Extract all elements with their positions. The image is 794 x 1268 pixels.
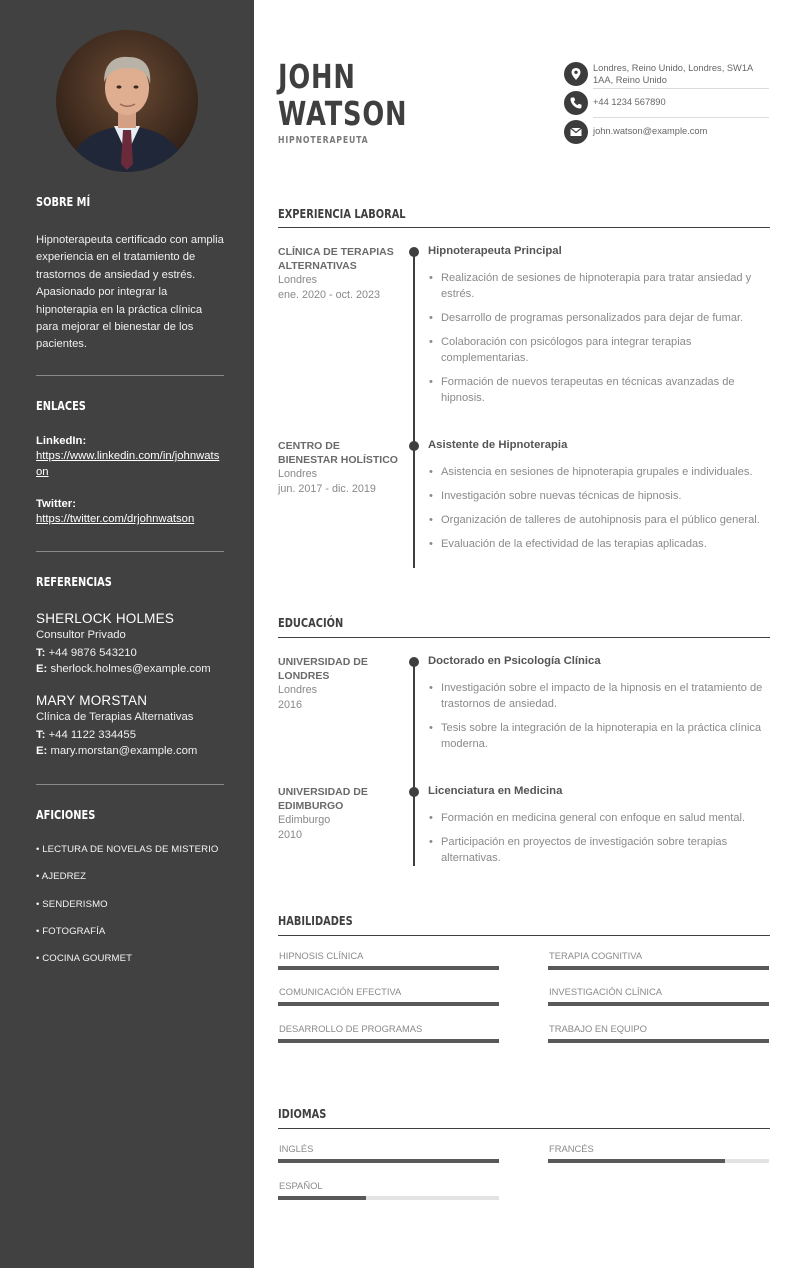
dates: 2016 [278, 698, 303, 711]
contact-divider [593, 88, 769, 89]
location: Londres [278, 274, 318, 286]
full-name [278, 58, 407, 132]
last-name: WATSON [278, 94, 408, 133]
hobby-item: • FOTOGRAFÍA [36, 926, 106, 937]
skill-bar-track [278, 966, 499, 970]
email-label: E: [36, 663, 48, 675]
bullet-item: • Asistencia en sesiones de hipnoterapia grupales e individuales. [428, 464, 770, 480]
language-bar-fill [278, 1196, 366, 1200]
language-name: ESPAÑOL [279, 1180, 323, 1191]
skill-bar-track [548, 1039, 769, 1043]
degree-title: Licenciatura en Medicina [428, 785, 563, 797]
bullet-item: • Organización de talleres de autohipnosis para el público general. [428, 512, 770, 528]
divider [36, 375, 224, 376]
bullet-list [428, 464, 770, 560]
education-heading: EDUCACIÓN [278, 616, 344, 630]
skill-bar-fill [278, 966, 499, 970]
section-rule [278, 935, 770, 936]
bullet-item: • Realización de sesiones de hipnoterapia para tratar ansiedad y estrés. [428, 270, 770, 302]
first-name: JOHN [278, 57, 356, 96]
skill-bar-track [278, 1039, 499, 1043]
skill-bar-track [548, 966, 769, 970]
skill-bar-fill [548, 1002, 769, 1006]
skill-name: COMUNICACIÓN EFECTIVA [279, 986, 402, 997]
experience-org-block [278, 439, 398, 496]
bullet-item: • Tesis sobre la integración de la hipnoterapia en la práctica clínica moderna. [428, 720, 770, 752]
bullet-item: • Evaluación de la efectividad de las terapias aplicadas. [428, 536, 770, 552]
bullet-item: • Formación en medicina general con enfoque en salud mental. [428, 810, 770, 826]
bullet-item: • Desarrollo de programas personalizados para dejar de fumar. [428, 310, 770, 326]
skill-bar-fill [278, 1002, 499, 1006]
bullet-item: • Colaboración con psicólogos para integrar terapias complementarias. [428, 334, 770, 366]
about-heading: SOBRE MÍ [36, 195, 91, 209]
timeline-dot [409, 657, 419, 667]
language-name: INGLÉS [279, 1143, 314, 1154]
bullet-item: • Participación en proyectos de investigación sobre terapias alternativas. [428, 834, 770, 866]
phone-text: +44 1234 567890 [593, 97, 666, 107]
language-item [278, 1143, 499, 1154]
reference-email: sherlock.holmes@example.com [50, 663, 211, 675]
bullet-list [428, 680, 770, 760]
reference-role: Consultor Privado [36, 629, 126, 641]
skill-item [548, 986, 769, 997]
job-title: HIPNOTERAPEUTA [278, 135, 369, 146]
dates: ene. 2020 - oct. 2023 [278, 288, 381, 301]
bullet-item: • Investigación sobre nuevas técnicas de hipnosis. [428, 488, 770, 504]
skill-bar-fill [278, 1039, 499, 1043]
timeline-dot [409, 441, 419, 451]
bullet-list [428, 270, 770, 414]
language-bar-fill [278, 1159, 499, 1163]
email-text: john.watson@example.com [593, 126, 708, 136]
phone-label: T: [36, 729, 46, 741]
section-rule [278, 637, 770, 638]
skill-bar-track [548, 1002, 769, 1006]
envelope-icon [564, 120, 588, 144]
phone-icon [564, 91, 588, 115]
organization: CENTRO DE BIENESTAR HOLÍSTICO [278, 440, 398, 466]
avatar [56, 30, 198, 172]
reference-phone: +44 1122 334455 [48, 729, 136, 741]
section-rule [278, 1128, 770, 1129]
twitter-link[interactable]: https://twitter.com/drjohnwatson [36, 513, 195, 525]
position-title: Hipnoterapeuta Principal [428, 245, 562, 257]
organization: CLÍNICA DE TERAPIAS ALTERNATIVAS [278, 246, 394, 272]
timeline-line [413, 662, 415, 866]
skill-item [278, 986, 499, 997]
experience-heading: EXPERIENCIA LABORAL [278, 207, 406, 221]
language-bar-fill [548, 1159, 725, 1163]
skill-name: INVESTIGACIÓN CLÍNICA [549, 986, 663, 997]
institution: UNIVERSIDAD DE LONDRES [278, 656, 368, 682]
location: Londres [278, 684, 318, 696]
skills-heading: HABILIDADES [278, 914, 353, 928]
portrait-photo [56, 30, 198, 172]
timeline-dot [409, 787, 419, 797]
reference-phone: +44 9876 543210 [48, 647, 137, 659]
reference-item [36, 611, 224, 677]
sidebar [0, 0, 254, 1268]
section-rule [278, 227, 770, 228]
reference-name: SHERLOCK HOLMES [36, 611, 175, 626]
timeline-dot [409, 247, 419, 257]
location: Edimburgo [278, 814, 331, 826]
skill-bar-track [278, 1002, 499, 1006]
about-text: Hipnoterapeuta certificado con amplia experiencia en el tratamiento de trastornos de ansiedad y estrés. Apasionado por integrar la hipnoterapia en la práctica clínica para mejorar el bienestar de los pacientes. [36, 234, 224, 351]
experience-org-block [278, 245, 398, 302]
languages-heading: IDIOMAS [278, 1107, 327, 1121]
skill-item [548, 1023, 769, 1034]
hobbies-heading: AFICIONES [36, 808, 96, 822]
link-linkedin [36, 435, 224, 480]
references-heading: REFERENCIAS [36, 575, 112, 589]
contact-divider [593, 117, 769, 118]
email-label: E: [36, 745, 48, 757]
skill-item [278, 1023, 499, 1034]
timeline-line [413, 390, 415, 568]
skill-name: HIPNOSIS CLÍNICA [279, 950, 364, 961]
language-bar-track [278, 1159, 499, 1163]
skill-bar-fill [548, 1039, 769, 1043]
link-twitter [36, 498, 224, 527]
bullet-item: • Formación de nuevos terapeutas en técnicas avanzadas de hipnosis. [428, 374, 770, 406]
address-text: Londres, Reino Unido, Londres, SW1A 1AA, Reino Unido [593, 63, 753, 85]
language-item [278, 1180, 499, 1191]
links-heading: ENLACES [36, 399, 86, 413]
institution: UNIVERSIDAD DE EDIMBURGO [278, 786, 368, 812]
education-org-block [278, 655, 398, 712]
skill-bar-fill [548, 966, 769, 970]
reference-role: Clínica de Terapias Alternativas [36, 711, 194, 723]
language-name: FRANCÉS [549, 1143, 594, 1154]
reference-email: mary.morstan@example.com [50, 745, 198, 757]
skill-name: DESARROLLO DE PROGRAMAS [279, 1023, 423, 1034]
education-org-block [278, 785, 398, 842]
language-item [548, 1143, 769, 1154]
language-bar-track [548, 1159, 769, 1163]
divider [36, 551, 224, 552]
skill-name: TRABAJO EN EQUIPO [549, 1023, 647, 1034]
dates: 2010 [278, 828, 303, 841]
linkedin-link[interactable]: https://www.linkedin.com/in/johnwatson [36, 450, 220, 478]
skill-item [548, 950, 769, 961]
skill-item [278, 950, 499, 961]
hobby-item: • AJEDREZ [36, 871, 87, 882]
link-label: Twitter: [36, 498, 76, 510]
degree-title: Doctorado en Psicología Clínica [428, 655, 601, 667]
link-label: LinkedIn: [36, 435, 87, 447]
hobby-item: • COCINA GOURMET [36, 953, 133, 964]
language-bar-track [278, 1196, 499, 1200]
reference-item [36, 693, 224, 759]
phone-label: T: [36, 647, 46, 659]
position-title: Asistente de Hipnoterapia [428, 439, 568, 451]
timeline-line [413, 252, 415, 390]
reference-name: MARY MORSTAN [36, 693, 148, 708]
skill-name: TERAPIA COGNITIVA [549, 950, 643, 961]
hobby-item: • LECTURA DE NOVELAS DE MISTERIO [36, 844, 219, 855]
location: Londres [278, 468, 318, 480]
divider [36, 784, 224, 785]
location-pin-icon [564, 62, 588, 86]
hobby-item: • SENDERISMO [36, 899, 108, 910]
bullet-list [428, 810, 770, 874]
bullet-item: • Investigación sobre el impacto de la hipnosis en el tratamiento de trastornos de ansiedad. [428, 680, 770, 712]
dates: jun. 2017 - dic. 2019 [278, 482, 376, 495]
